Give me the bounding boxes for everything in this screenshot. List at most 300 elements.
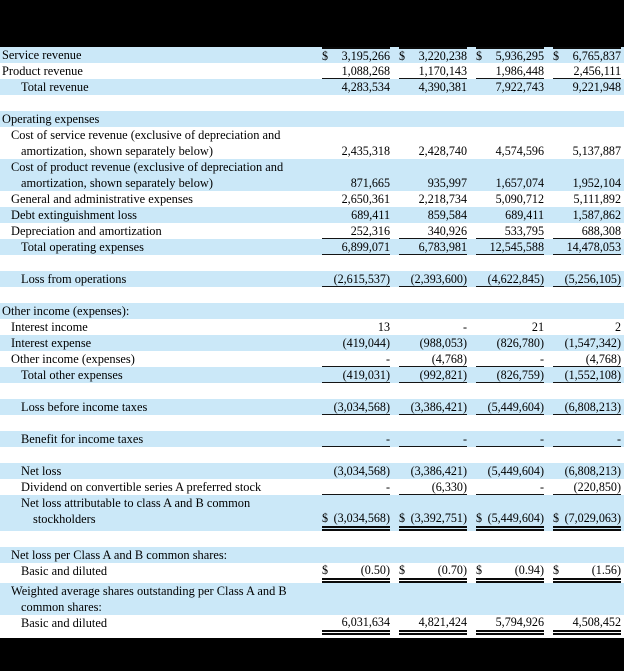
- value-cell: [399, 583, 467, 599]
- column-gap: [390, 191, 399, 207]
- column-gap: [313, 399, 322, 415]
- column-gap: [544, 399, 553, 415]
- cell-value: -: [385, 479, 390, 494]
- cell-value: (3,034,568): [333, 511, 390, 525]
- column-gap: [390, 351, 399, 367]
- column-gap: [544, 79, 553, 95]
- column-gap: [313, 47, 322, 63]
- column-gap: [544, 495, 553, 511]
- value-cell: [553, 159, 621, 175]
- column-gap: [467, 463, 476, 479]
- value-cell: [399, 111, 467, 127]
- row-label: amortization, shown separately below): [21, 176, 213, 190]
- column-gap: [544, 463, 553, 479]
- value-cell: [476, 191, 544, 207]
- cell-value: (0.94): [514, 563, 544, 577]
- row-label: Other income (expenses): [11, 352, 135, 366]
- column-gap: [467, 223, 476, 239]
- cell-value: (0.50): [360, 563, 390, 577]
- value-cell: [553, 143, 621, 159]
- value-cell: [322, 615, 390, 635]
- cell-value: 2,218,734: [418, 192, 467, 206]
- cell-value: (4,768): [585, 351, 621, 366]
- column-gap: [544, 563, 553, 583]
- value-cell: [322, 143, 390, 159]
- column-gap: [313, 511, 322, 531]
- row-label: common shares:: [21, 600, 102, 614]
- column-gap: [313, 367, 322, 383]
- cell-value: 4,283,534: [341, 80, 390, 94]
- currency-symbol: $: [476, 563, 483, 577]
- value-cell: [553, 47, 621, 63]
- cell-value: 689,411: [351, 208, 390, 222]
- column-gap: [390, 495, 399, 511]
- column-gap: [544, 479, 553, 495]
- value-cell: [322, 127, 390, 143]
- column-gap: [313, 191, 322, 207]
- value-cell: [399, 479, 467, 495]
- value-cell: [322, 511, 390, 531]
- cell-value: 2: [614, 320, 621, 334]
- column-gap: [390, 615, 399, 635]
- value-cell: [553, 431, 621, 447]
- value-cell: [476, 47, 544, 63]
- value-cell: [322, 563, 390, 583]
- value-cell: [399, 615, 467, 635]
- column-gap: [544, 351, 553, 367]
- value-cell: [476, 271, 544, 287]
- spacer-row: [0, 255, 624, 271]
- value-cell: [553, 303, 621, 319]
- value-cell: [476, 351, 544, 367]
- cell-value: 340,926: [427, 223, 467, 238]
- value-cell: [399, 495, 467, 511]
- cell-value: 1,657,074: [495, 176, 544, 190]
- section-label-row: [0, 303, 624, 319]
- value-cell: [476, 511, 544, 531]
- column-gap: [544, 207, 553, 223]
- column-gap: [544, 143, 553, 159]
- cell-value: (4,622,845): [487, 271, 544, 286]
- cell-value: (220,850): [573, 479, 621, 494]
- column-gap: [313, 143, 322, 159]
- value-cell: [553, 351, 621, 367]
- value-cell: [322, 191, 390, 207]
- row-label: stockholders: [33, 512, 96, 526]
- column-gap: [467, 599, 476, 615]
- section-label-row: [0, 599, 624, 615]
- value-cell: [399, 79, 467, 95]
- financial-table: [0, 47, 624, 638]
- table-row: [0, 335, 624, 351]
- currency-symbol: $: [322, 49, 329, 63]
- value-cell: [322, 175, 390, 191]
- row-label: Basic and diluted: [21, 616, 108, 630]
- spacer-row: [0, 447, 624, 463]
- value-cell: [553, 399, 621, 415]
- table-row: [0, 79, 624, 95]
- column-gap: [313, 79, 322, 95]
- value-cell: [553, 63, 621, 79]
- cell-value: (826,780): [496, 336, 544, 350]
- value-cell: [399, 563, 467, 583]
- currency-symbol: $: [553, 563, 560, 577]
- column-gap: [544, 111, 553, 127]
- column-gap: [467, 303, 476, 319]
- table-row: [0, 191, 624, 207]
- column-gap: [390, 511, 399, 531]
- value-cell: [476, 63, 544, 79]
- value-cell: [476, 111, 544, 127]
- cell-value: -: [539, 431, 544, 446]
- cell-value: 1,952,104: [572, 176, 621, 190]
- value-cell: [553, 111, 621, 127]
- spacer-row: [0, 383, 624, 399]
- value-cell: [322, 223, 390, 239]
- value-cell: [553, 599, 621, 615]
- cell-value: 6,899,071: [341, 239, 390, 254]
- cell-value: (1,552,108): [564, 367, 621, 382]
- value-cell: [476, 127, 544, 143]
- column-gap: [390, 271, 399, 287]
- cell-value: 6,031,634: [341, 615, 390, 629]
- column-gap: [467, 175, 476, 191]
- cell-value: (6,330): [431, 479, 467, 494]
- cell-value: (6,808,213): [564, 399, 621, 414]
- column-gap: [544, 367, 553, 383]
- value-cell: [476, 599, 544, 615]
- value-cell: [553, 583, 621, 599]
- cell-value: -: [385, 431, 390, 446]
- column-gap: [467, 367, 476, 383]
- value-cell: [399, 303, 467, 319]
- spacer-row: [0, 287, 624, 303]
- column-gap: [313, 127, 322, 143]
- cell-value: 935,997: [427, 176, 467, 190]
- column-gap: [467, 79, 476, 95]
- value-cell: [553, 547, 621, 563]
- column-gap: [390, 127, 399, 143]
- top-masked-bar: [0, 0, 624, 47]
- column-gap: [313, 599, 322, 615]
- value-cell: [476, 319, 544, 335]
- column-gap: [313, 303, 322, 319]
- column-gap: [313, 463, 322, 479]
- row-label: Net loss attributable to class A and B common: [21, 496, 251, 510]
- value-cell: [322, 547, 390, 563]
- section-label-row: [0, 495, 624, 511]
- row-label: Cost of product revenue (exclusive of depreciation and: [11, 160, 284, 174]
- currency-symbol: $: [476, 49, 483, 63]
- column-gap: [544, 175, 553, 191]
- spacer-row: [0, 415, 624, 431]
- cell-value: 3,220,238: [418, 49, 467, 63]
- table-row: [0, 463, 624, 479]
- table-row: [0, 271, 624, 287]
- value-cell: [476, 159, 544, 175]
- column-gap: [313, 615, 322, 635]
- cell-value: 533,795: [504, 223, 544, 238]
- cell-value: 871,665: [350, 176, 390, 190]
- value-cell: [399, 547, 467, 563]
- value-cell: [476, 399, 544, 415]
- table-row: [0, 563, 624, 583]
- column-gap: [390, 111, 399, 127]
- row-label: Loss from operations: [21, 272, 127, 286]
- value-cell: [399, 599, 467, 615]
- value-cell: [322, 271, 390, 287]
- column-gap: [544, 319, 553, 335]
- value-cell: [322, 303, 390, 319]
- cell-value: 6,783,981: [418, 239, 467, 254]
- value-cell: [476, 143, 544, 159]
- currency-symbol: $: [322, 563, 329, 577]
- column-gap: [544, 431, 553, 447]
- cell-value: 2,428,740: [418, 144, 467, 158]
- value-cell: [399, 47, 467, 63]
- column-gap: [544, 599, 553, 615]
- value-cell: [476, 335, 544, 351]
- value-cell: [399, 143, 467, 159]
- cell-value: (1.56): [591, 563, 621, 577]
- currency-symbol: $: [476, 511, 483, 525]
- column-gap: [313, 159, 322, 175]
- value-cell: [476, 223, 544, 239]
- value-cell: [399, 463, 467, 479]
- row-label: Product revenue: [2, 64, 83, 78]
- cell-value: (5,256,105): [564, 271, 621, 286]
- column-gap: [313, 239, 322, 255]
- column-gap: [390, 479, 399, 495]
- table-row: [0, 223, 624, 239]
- value-cell: [476, 175, 544, 191]
- column-gap: [544, 271, 553, 287]
- value-cell: [476, 303, 544, 319]
- cell-value: 4,574,596: [495, 144, 544, 158]
- currency-symbol: $: [553, 511, 560, 525]
- cell-value: -: [462, 320, 467, 334]
- cell-value: 4,390,381: [418, 80, 467, 94]
- column-gap: [313, 431, 322, 447]
- column-gap: [313, 335, 322, 351]
- column-gap: [544, 63, 553, 79]
- value-cell: [399, 127, 467, 143]
- column-gap: [467, 431, 476, 447]
- column-gap: [313, 351, 322, 367]
- column-gap: [390, 223, 399, 239]
- value-cell: [476, 79, 544, 95]
- cell-value: 5,111,892: [573, 192, 621, 206]
- value-cell: [553, 335, 621, 351]
- value-cell: [476, 239, 544, 255]
- cell-value: (2,393,600): [410, 271, 467, 286]
- column-gap: [544, 159, 553, 175]
- cell-value: 689,411: [505, 208, 544, 222]
- value-cell: [399, 63, 467, 79]
- column-gap: [390, 399, 399, 415]
- column-gap: [467, 271, 476, 287]
- value-cell: [399, 191, 467, 207]
- value-cell: [322, 399, 390, 415]
- value-cell: [553, 191, 621, 207]
- cell-value: -: [385, 351, 390, 366]
- value-cell: [322, 47, 390, 63]
- value-cell: [553, 79, 621, 95]
- value-cell: [322, 207, 390, 223]
- value-cell: [322, 351, 390, 367]
- row-label: Basic and diluted: [21, 564, 108, 578]
- cell-value: (7,029,063): [564, 511, 621, 525]
- cell-value: (419,044): [342, 336, 390, 350]
- row-label: Interest expense: [11, 336, 92, 350]
- value-cell: [399, 223, 467, 239]
- value-cell: [399, 431, 467, 447]
- cell-value: 859,584: [427, 208, 467, 222]
- column-gap: [467, 111, 476, 127]
- column-gap: [390, 563, 399, 583]
- column-gap: [313, 495, 322, 511]
- row-label: Net loss: [21, 464, 62, 478]
- cell-value: 13: [377, 320, 390, 334]
- value-cell: [476, 463, 544, 479]
- cell-value: 7,922,743: [495, 80, 544, 94]
- cell-value: (5,449,604): [487, 464, 544, 478]
- cell-value: (3,034,568): [333, 399, 390, 414]
- row-label: amortization, shown separately below): [21, 144, 213, 158]
- cell-value: -: [539, 351, 544, 366]
- value-cell: [476, 479, 544, 495]
- value-cell: [553, 239, 621, 255]
- cell-value: 1,986,448: [495, 63, 544, 78]
- value-cell: [322, 495, 390, 511]
- table-row: [0, 319, 624, 335]
- column-gap: [544, 127, 553, 143]
- table-row: [0, 239, 624, 255]
- cell-value: (826,759): [496, 367, 544, 382]
- column-gap: [313, 479, 322, 495]
- value-cell: [322, 239, 390, 255]
- column-gap: [390, 175, 399, 191]
- cell-value: (2,615,537): [333, 271, 390, 286]
- column-gap: [390, 547, 399, 563]
- value-cell: [322, 159, 390, 175]
- cell-value: 4,821,424: [418, 615, 467, 629]
- column-gap: [467, 239, 476, 255]
- column-gap: [390, 335, 399, 351]
- value-cell: [399, 351, 467, 367]
- value-cell: [553, 511, 621, 531]
- value-cell: [322, 79, 390, 95]
- value-cell: [399, 367, 467, 383]
- column-gap: [467, 495, 476, 511]
- row-label: Cost of service revenue (exclusive of depreciation and: [11, 128, 281, 142]
- column-gap: [313, 63, 322, 79]
- value-cell: [553, 367, 621, 383]
- column-gap: [390, 79, 399, 95]
- column-gap: [390, 159, 399, 175]
- section-label-row: [0, 111, 624, 127]
- column-gap: [544, 615, 553, 635]
- column-gap: [544, 511, 553, 531]
- bottom-masked-bar: [0, 638, 624, 671]
- value-cell: [399, 271, 467, 287]
- cell-value: (6,808,213): [564, 464, 621, 478]
- value-cell: [476, 583, 544, 599]
- cell-value: 1,587,862: [572, 208, 621, 222]
- column-gap: [544, 547, 553, 563]
- column-gap: [467, 47, 476, 63]
- cell-value: 1,088,268: [341, 63, 390, 78]
- row-label: Debt extinguishment loss: [11, 208, 137, 222]
- spacer-row: [0, 531, 624, 547]
- column-gap: [390, 583, 399, 599]
- column-gap: [467, 127, 476, 143]
- cell-value: 5,794,926: [495, 615, 544, 629]
- value-cell: [553, 223, 621, 239]
- cell-value: 9,221,948: [572, 80, 621, 94]
- value-cell: [399, 159, 467, 175]
- currency-symbol: $: [399, 563, 406, 577]
- cell-value: (3,034,568): [333, 464, 390, 478]
- column-gap: [467, 63, 476, 79]
- cell-value: (0.70): [437, 563, 467, 577]
- cell-value: (988,053): [419, 336, 467, 350]
- table-row: [0, 63, 624, 79]
- section-label-row: [0, 127, 624, 143]
- row-label: Dividend on convertible series A preferred stock: [21, 480, 262, 494]
- column-gap: [390, 367, 399, 383]
- currency-symbol: $: [399, 49, 406, 63]
- table-row: [0, 511, 624, 531]
- column-gap: [390, 63, 399, 79]
- row-label: Operating expenses: [2, 112, 100, 126]
- column-gap: [467, 399, 476, 415]
- cell-value: 252,316: [350, 223, 390, 238]
- currency-symbol: $: [553, 49, 560, 63]
- column-gap: [313, 547, 322, 563]
- cell-value: (3,386,421): [410, 464, 467, 478]
- row-label: Total other expenses: [21, 368, 123, 382]
- column-gap: [544, 47, 553, 63]
- column-gap: [467, 335, 476, 351]
- cell-value: (992,821): [419, 367, 467, 382]
- column-gap: [467, 191, 476, 207]
- cell-value: 12,545,588: [489, 239, 544, 254]
- table-row: [0, 143, 624, 159]
- column-gap: [544, 239, 553, 255]
- value-cell: [553, 319, 621, 335]
- column-gap: [467, 511, 476, 531]
- cell-value: 5,936,295: [495, 49, 544, 63]
- cell-value: (1,547,342): [564, 336, 621, 350]
- column-gap: [390, 303, 399, 319]
- row-label: Total revenue: [21, 80, 89, 94]
- cell-value: 5,090,712: [495, 192, 544, 206]
- value-cell: [476, 431, 544, 447]
- column-gap: [390, 599, 399, 615]
- value-cell: [322, 431, 390, 447]
- row-label: Other income (expenses):: [2, 304, 130, 318]
- row-label: Total operating expenses: [21, 240, 144, 254]
- value-cell: [322, 63, 390, 79]
- value-cell: [553, 175, 621, 191]
- cell-value: 2,435,318: [341, 144, 390, 158]
- column-gap: [313, 207, 322, 223]
- table-row: [0, 431, 624, 447]
- value-cell: [322, 335, 390, 351]
- row-label: Loss before income taxes: [21, 400, 148, 414]
- value-cell: [476, 207, 544, 223]
